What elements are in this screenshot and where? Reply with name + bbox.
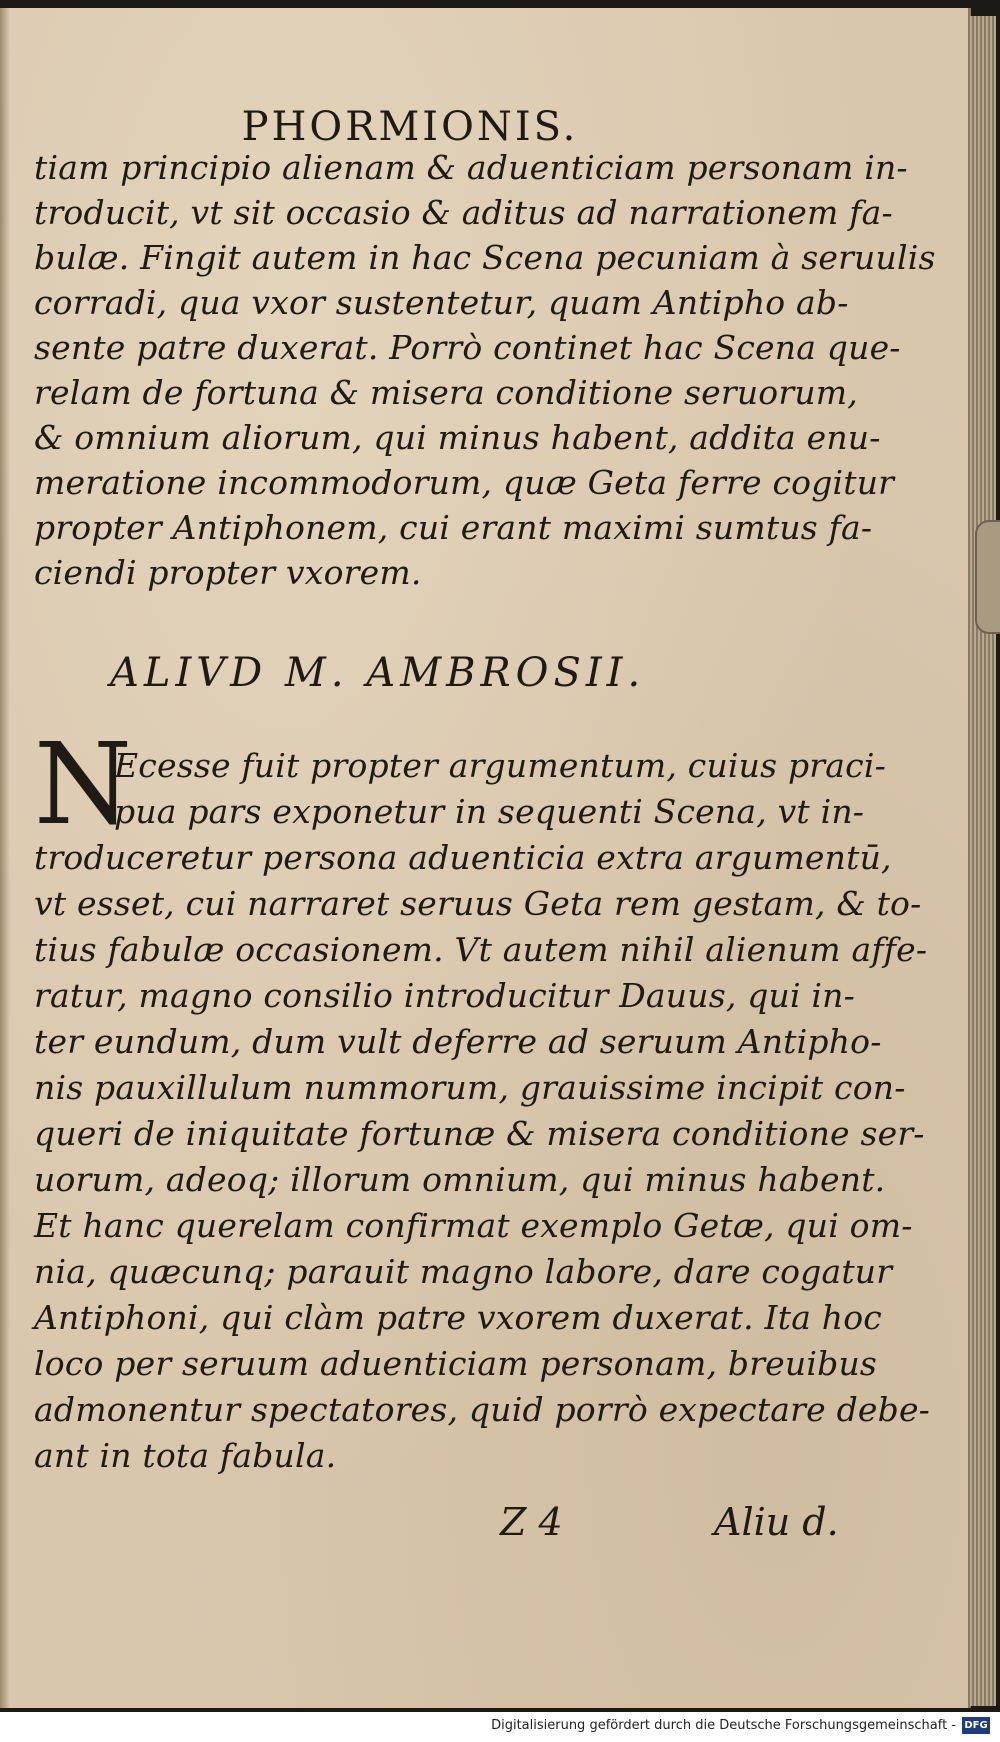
text-line: admonentur spectatores, quid porrò expectare debe- [34,1390,931,1429]
text-line: ter eundum, dum vult deferre ad seruum Antipho- [34,1022,882,1061]
text-line: sente patre duxerat. Porrò continet hac Scena que- [34,328,901,367]
text-line: propter Antiphonem, cui erant maximi sumtus fa- [34,508,873,547]
dfg-logo: DFG [962,1717,990,1734]
book-clasp [975,520,1000,634]
footer-bar [0,1712,1000,1742]
text-line: relam de fortuna & misera conditione seruorum, [34,373,858,412]
text-line: Ecesse fuit propter argumentum, cuius praci- [114,746,886,785]
page-edges [970,16,996,1706]
text-line: meratione incommodorum, quæ Geta ferre cogitur [34,463,895,502]
text-line: & omnium aliorum, qui minus habent, addita enu- [34,418,881,457]
text-line: ant in tota fabula. [34,1436,337,1475]
text-line: troducit, vt sit occasio & aditus ad narrationem fa- [34,193,893,232]
text-line: uorum, adeoq; illorum omnium, qui minus habent. [34,1160,886,1199]
page-gutter-shadow [0,8,10,1708]
text-line: pua pars exponetur in sequenti Scena, vt in- [114,792,865,831]
text-line: nia, quæcunq; parauit magno labore, dare cogatur [34,1252,893,1291]
text-line: loco per seruum aduenticiam personam, breuibus [34,1344,878,1383]
text-line: tius fabulæ occasionem. Vt autem nihil alienum affe- [34,930,928,969]
text-line: vt esset, cui narraret seruus Geta rem gestam, & to- [34,884,922,923]
text-line: Et hanc querelam confirmat exemplo Getæ, qui om- [34,1206,913,1245]
text-line: troduceretur persona aduenticia extra argumentū, [34,838,892,877]
text-line: queri de iniquitate fortunæ & misera conditione ser- [34,1114,925,1153]
running-head: PHORMIONIS. [241,104,579,150]
section-heading: ALIVD M. AMBROSII. [110,650,646,696]
text-line: corradi, qua vxor sustentetur, quam Antipho ab- [34,283,849,322]
catchword: Aliu d. [714,1500,839,1544]
signature-mark: Z 4 [500,1500,563,1544]
text-line: ratur, magno consilio introducitur Dauus, qui in- [34,976,855,1015]
footer-credit: Digitalisierung gefördert durch die Deutsche Forschungsgemeinschaft - [491,1718,956,1733]
text-line: bulæ. Fingit autem in hac Scena pecuniam à seruulis [34,238,936,277]
text-line: nis pauxillulum nummorum, grauissime incipit con- [34,1068,906,1107]
text-line: ciendi propter vxorem. [34,553,422,592]
text-line: Antiphoni, qui clàm patre vxorem duxerat. Ita hoc [34,1298,882,1337]
text-line: tiam principio alienam & aduenticiam personam in- [34,148,908,187]
drop-cap: N [34,720,132,850]
